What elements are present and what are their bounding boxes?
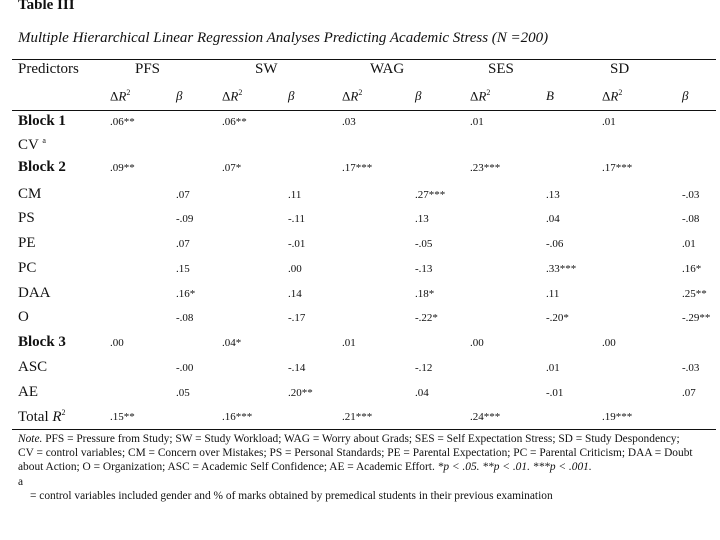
table-cell: .13 (546, 189, 560, 201)
column-subheader: $\Delta R^2$ (110, 88, 131, 104)
bottom-rule (12, 429, 716, 430)
table-cell: .13 (415, 213, 429, 225)
column-subheader: B (546, 88, 554, 103)
table-cell: .16* (176, 288, 196, 300)
table-cell: -.20* (546, 312, 569, 324)
table-cell: -.14 (288, 362, 306, 374)
table-cell: .17*** (342, 162, 373, 174)
top-rule (12, 59, 716, 60)
column-group-header: SD (610, 61, 630, 77)
table-cell: -.01 (546, 387, 564, 399)
table-cell: -.08 (176, 312, 194, 324)
row-label: PC (18, 260, 37, 276)
table-cell: .06** (222, 116, 247, 128)
table-cell: .01 (546, 362, 560, 374)
row-label: CV $^a$ (18, 136, 46, 153)
table-cell: .07 (682, 387, 696, 399)
table-cell: .17*** (602, 162, 633, 174)
table-cell: .16* (682, 263, 702, 275)
table-caption: Multiple Hierarchical Linear Regression Analyses Predicting Academic Stress (N =200) (18, 30, 549, 46)
row-label: CM (18, 186, 42, 202)
table-cell: .16*** (222, 411, 253, 423)
table-cell: .18* (415, 288, 435, 300)
table-label: Table III (18, 0, 75, 13)
table-cell: .07 (176, 189, 190, 201)
table-cell: .19*** (602, 411, 633, 423)
table-cell: -.11 (288, 213, 306, 225)
row-label: PE (18, 235, 36, 251)
table-cell: .11 (288, 189, 302, 201)
row-label: Block 3 (18, 334, 66, 350)
table-cell: -.03 (682, 189, 700, 201)
table-cell: .21*** (342, 411, 373, 423)
column-subheader: β (288, 88, 295, 103)
column-group-header: SW (255, 61, 278, 77)
table-cell: .03 (342, 116, 356, 128)
column-group-header: PFS (135, 61, 161, 77)
table-cell: .07* (222, 162, 242, 174)
column-subheader: β (415, 88, 422, 103)
table-cell: -.13 (415, 263, 433, 275)
column-subheader: $\Delta R^2$ (602, 88, 623, 104)
row-label: ASC (18, 359, 48, 375)
note-lead: Note. (18, 433, 43, 445)
table-cell: -.12 (415, 362, 433, 374)
table-cell: -.29** (682, 312, 711, 324)
row-label: Total $R^2$ (18, 408, 66, 425)
table-cell: -.00 (176, 362, 194, 374)
row-label: PS (18, 210, 35, 226)
table-cell: -.22* (415, 312, 438, 324)
column-subheader: $\Delta R^2$ (470, 88, 491, 104)
row-label: O (18, 309, 29, 325)
table-cell: .00 (602, 337, 616, 349)
table-cell: -.17 (288, 312, 306, 324)
note-footnote: = control variables included gender and % of marks obtained by premedical students in their previous examination (30, 489, 553, 502)
table-cell: .15 (176, 263, 190, 275)
table-cell: .01 (682, 238, 696, 250)
table-cell: .00 (288, 263, 302, 275)
row-label: Block 1 (18, 113, 66, 129)
column-subheader: β (682, 88, 689, 103)
table-cell: -.05 (415, 238, 433, 250)
table-cell: .04* (222, 337, 242, 349)
column-subheader: $\Delta R^2$ (342, 88, 363, 104)
table-cell: .25** (682, 288, 707, 300)
note-significance: *p < .05. **p < .01. ***p < .001. (437, 461, 592, 474)
stub-header: Predictors (18, 61, 79, 77)
table-cell: .33*** (546, 263, 577, 275)
table-cell: .05 (176, 387, 190, 399)
row-label: DAA (18, 285, 51, 301)
table-cell: .06** (110, 116, 135, 128)
table-cell: .00 (470, 337, 484, 349)
table-cell: .04 (415, 387, 429, 399)
table-cell: -.09 (176, 213, 194, 225)
table-cell: .23*** (470, 162, 501, 174)
table-cell: -.01 (288, 238, 306, 250)
table-cell: .20** (288, 387, 313, 399)
table-cell: .07 (176, 238, 190, 250)
header-rule (12, 110, 716, 111)
table-cell: .09** (110, 162, 135, 174)
table-cell: .24*** (470, 411, 501, 423)
table-cell: .01 (602, 116, 616, 128)
table-cell: -.06 (546, 238, 564, 250)
table-cell: .15** (110, 411, 135, 423)
table-cell: -.08 (682, 213, 700, 225)
row-label: AE (18, 384, 38, 400)
column-group-header: WAG (370, 61, 405, 77)
table-cell: .00 (110, 337, 124, 349)
column-group-header: SES (488, 61, 514, 77)
row-label: Block 2 (18, 159, 66, 175)
table-cell: .01 (470, 116, 484, 128)
table-cell: .11 (546, 288, 560, 300)
column-subheader: $\Delta R^2$ (222, 88, 243, 104)
note-marker: a (18, 475, 24, 488)
table-cell: -.03 (682, 362, 700, 374)
table-note (18, 432, 698, 503)
table-cell: .27*** (415, 189, 446, 201)
table-cell: .01 (342, 337, 356, 349)
column-subheader: β (176, 88, 183, 103)
note-text: PFS = Pressure from Study; SW = Study Workload; WAG = Worry about Grads; SES = Self Expectation Stress; SD = Study Despondency; CV = control variables; CM = Concern over Mistakes; PS = Personal Standards; PE = Parental Expectation; PC = Parental Criticism; DAA = Doubt about Action; O = Organization; ASC = Academic Self Confidence; AE = Academic Effort. (18, 433, 693, 474)
table-cell: .14 (288, 288, 302, 300)
table-cell: .04 (546, 213, 560, 225)
